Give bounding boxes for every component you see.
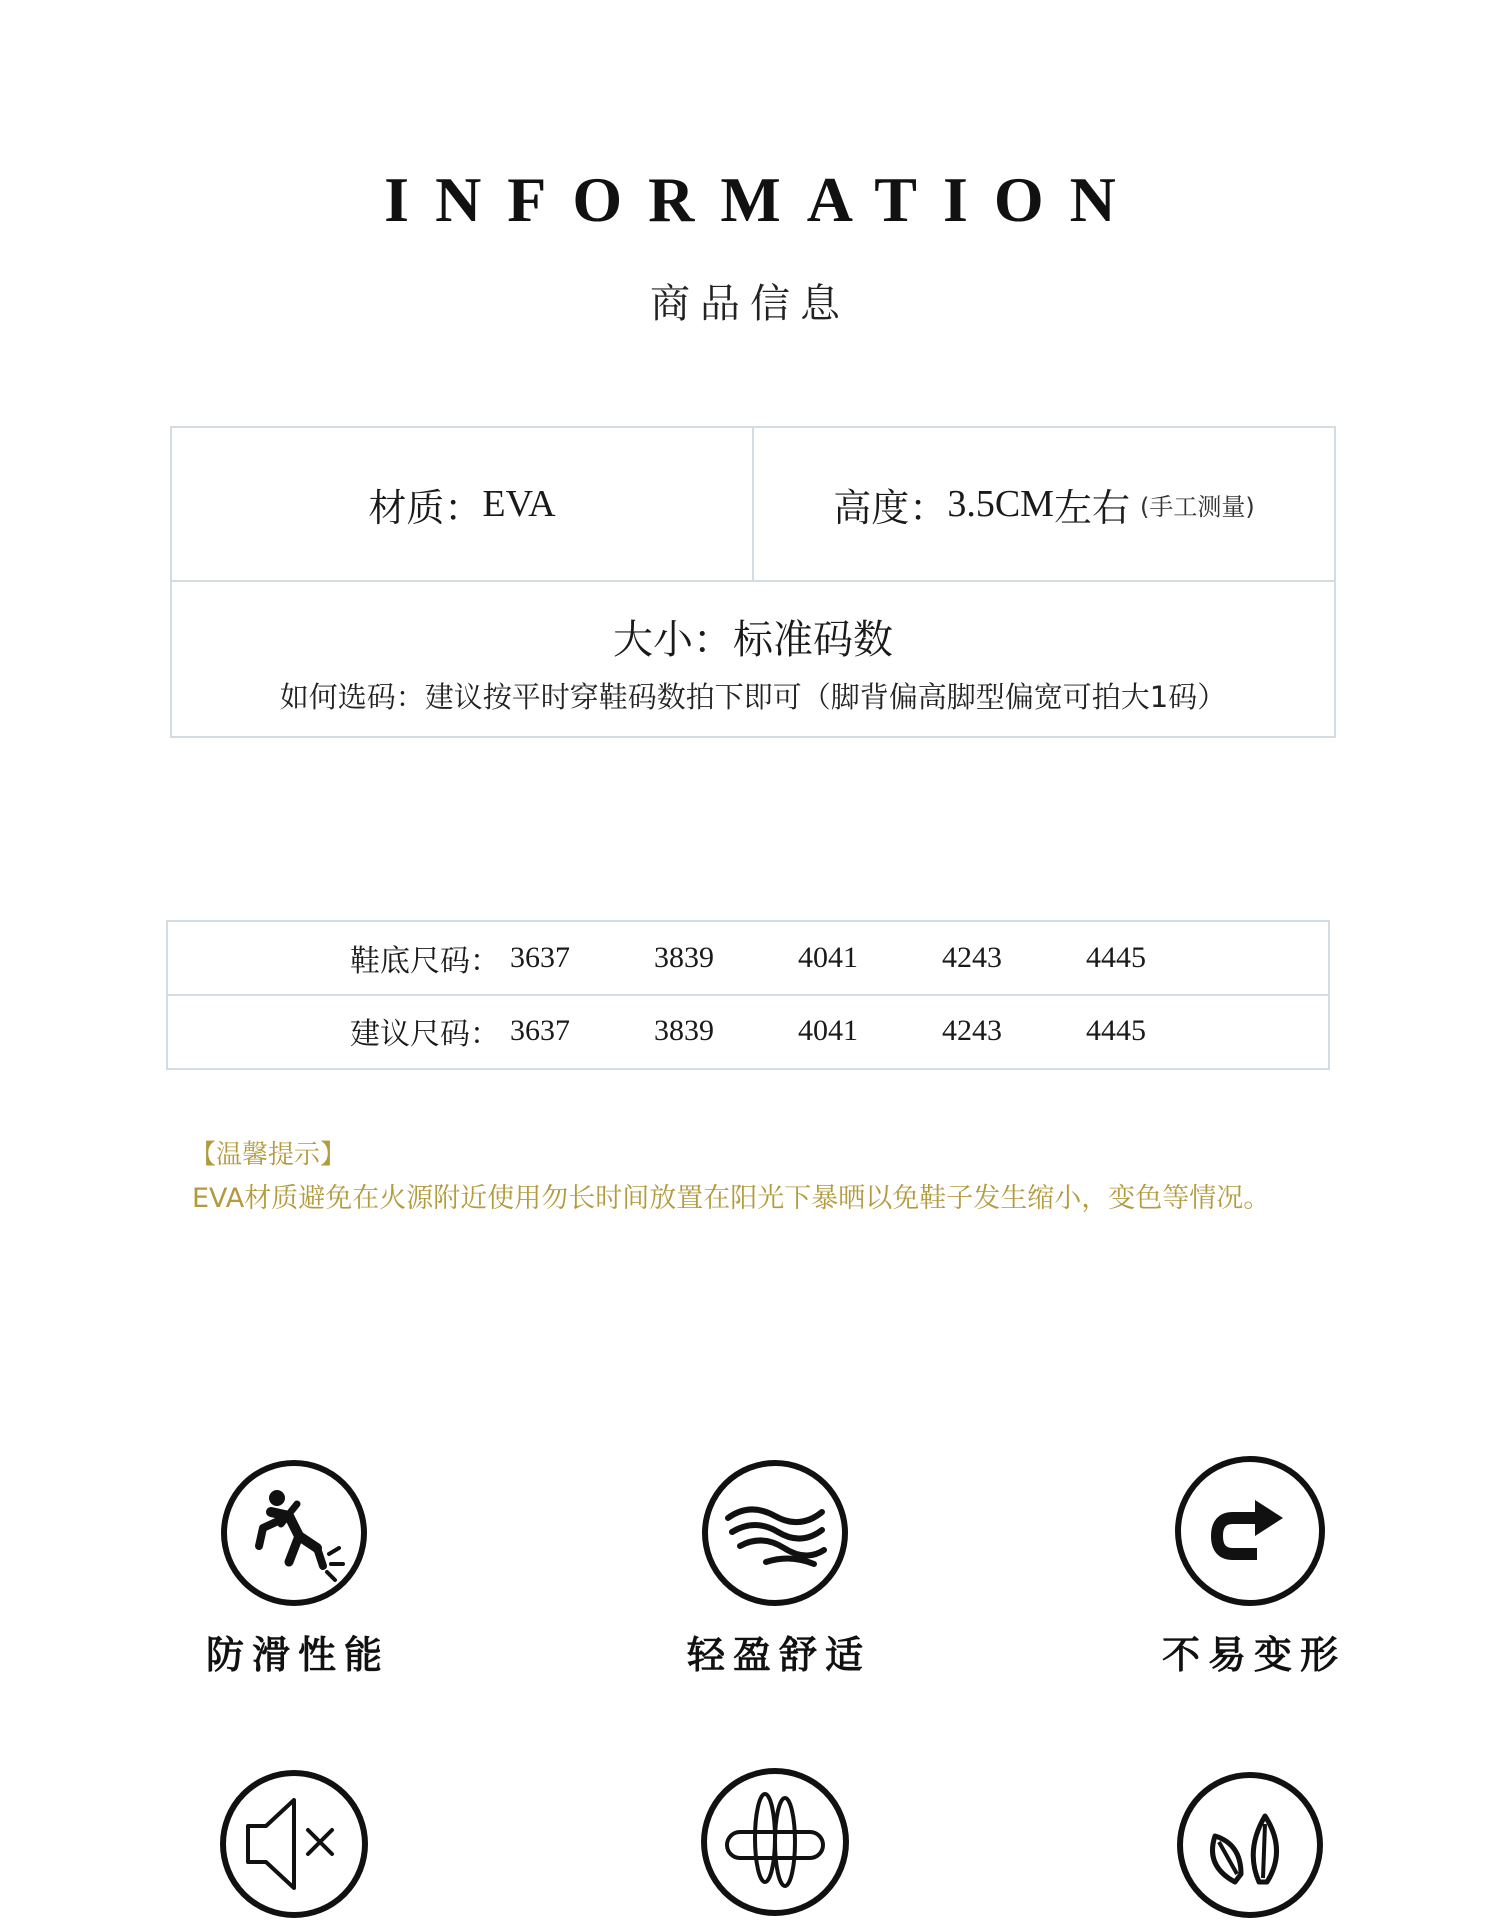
feature-lightweight (665, 1458, 885, 1679)
product-info-table (170, 426, 1336, 738)
size-value: 4445 (1086, 941, 1146, 974)
size-value: 3637 (510, 941, 570, 974)
size-value: 3839 (654, 941, 714, 974)
page-title-cn: 商品信息 (650, 281, 850, 327)
material-value: EVA (482, 483, 556, 525)
size-value: 4445 (1086, 1014, 1146, 1047)
feature-label: 不易变形 (1161, 1633, 1346, 1677)
material-label: 材质： (368, 485, 483, 530)
feature-breathable (665, 1766, 885, 1918)
height-value: 3.5CM (947, 483, 1054, 525)
size-cell (172, 582, 1334, 736)
feature-label: 轻盈舒适 (686, 1633, 871, 1677)
feature-no-deform (1140, 1454, 1360, 1679)
height-suffix: 左右 (1053, 485, 1130, 530)
feature-eco (1140, 1770, 1360, 1920)
tip-body: EVA材质避免在火源附近使用勿长时间放置在阳光下暴晒以免鞋子发生缩小，变色等情况。 (192, 1183, 1271, 1214)
height-cell (754, 428, 1334, 582)
row-label: 建议尺码： (350, 1017, 500, 1052)
size-value: 3839 (654, 1014, 714, 1047)
feature-label: 防滑性能 (205, 1633, 390, 1677)
size-value: 4243 (942, 1014, 1002, 1047)
size-value: 3637 (510, 1014, 570, 1047)
anti-slip-icon (219, 1458, 369, 1608)
size-value: 4041 (798, 1014, 858, 1047)
height-note: (手工测量) (1139, 492, 1255, 521)
table-row (168, 922, 1328, 996)
height-label: 高度： (833, 485, 948, 530)
leaves-icon (1175, 1770, 1325, 1920)
size-title: 大小：标准码数 (613, 617, 893, 663)
size-chart-table (166, 920, 1330, 1070)
breathable-sole-icon (699, 1766, 851, 1918)
return-arrow-icon (1173, 1454, 1327, 1608)
feature-silent (184, 1768, 404, 1920)
row-label: 鞋底尺码： (350, 944, 500, 979)
size-value: 4041 (798, 941, 858, 974)
tip-heading: 【温馨提示】 (190, 1140, 347, 1170)
size-advice: 如何选码：建议按平时穿鞋码数拍下即可（脚背偏高脚型偏宽可拍大1码） (279, 680, 1227, 714)
feature-anti-slip (184, 1458, 404, 1679)
size-value: 4243 (942, 941, 1002, 974)
mute-speaker-icon (218, 1768, 370, 1920)
wind-waves-icon (700, 1458, 850, 1608)
material-cell (172, 428, 754, 582)
page-title-en: INFORMATION (384, 164, 1142, 235)
table-row (168, 995, 1328, 1067)
